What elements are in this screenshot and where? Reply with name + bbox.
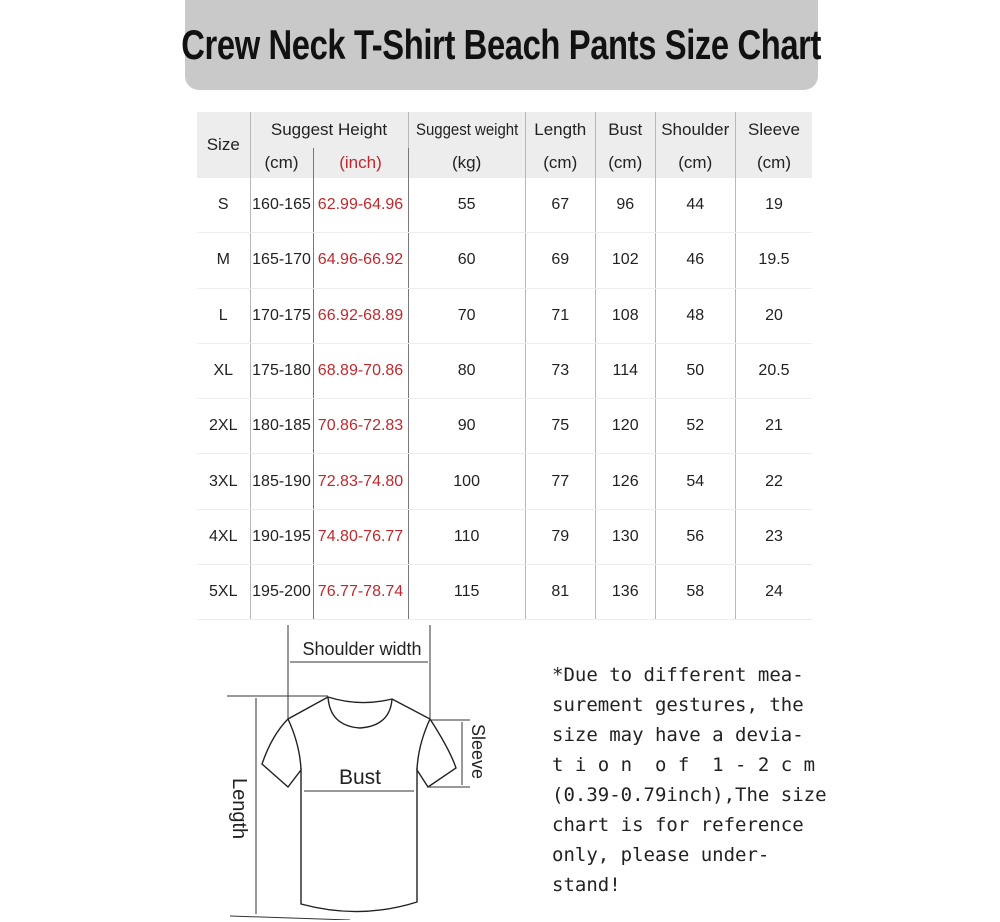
cell-length: 67 (525, 178, 595, 233)
cell-weight: 80 (408, 343, 525, 398)
cell-length: 81 (525, 565, 595, 620)
title-banner (181, 0, 822, 90)
cell-height-inch: 66.92-68.89 (313, 288, 408, 343)
unit-height-inch: (inch) (313, 148, 408, 178)
page-title: Crew Neck T-Shirt Beach Pants Size Chart (181, 21, 822, 68)
cell-length: 69 (525, 233, 595, 288)
cell-weight: 115 (408, 565, 525, 620)
cell-height-inch: 64.96-66.92 (313, 233, 408, 288)
cell-height-cm: 190-195 (250, 509, 313, 564)
cell-sleeve: 20 (735, 288, 812, 343)
cell-shoulder: 48 (655, 288, 735, 343)
cell-height-cm: 170-175 (250, 288, 313, 343)
cell-sleeve: 19 (735, 178, 812, 233)
cell-height-cm: 175-180 (250, 343, 313, 398)
cell-size: 2XL (197, 399, 250, 454)
table-row (197, 233, 812, 288)
cell-shoulder: 46 (655, 233, 735, 288)
cell-shoulder: 44 (655, 178, 735, 233)
cell-weight: 55 (408, 178, 525, 233)
cell-size: 5XL (197, 565, 250, 620)
cell-height-cm: 165-170 (250, 233, 313, 288)
cell-sleeve: 19.5 (735, 233, 812, 288)
cell-bust: 120 (595, 399, 655, 454)
cell-weight: 110 (408, 509, 525, 564)
bust-label: Bust (338, 766, 382, 789)
cell-shoulder: 56 (655, 509, 735, 564)
cell-bust: 136 (595, 565, 655, 620)
cell-height-inch: 76.77-78.74 (313, 565, 408, 620)
cell-height-cm: 185-190 (250, 454, 313, 509)
cell-length: 73 (525, 343, 595, 398)
cell-length: 79 (525, 509, 595, 564)
cell-size: 4XL (197, 509, 250, 564)
unit-sleeve: (cm) (735, 148, 812, 178)
tshirt-outline (262, 697, 456, 912)
cell-sleeve: 20.5 (735, 343, 812, 398)
cell-size: L (197, 288, 250, 343)
table-row (197, 565, 812, 620)
cell-bust: 114 (595, 343, 655, 398)
cell-height-inch: 74.80-76.77 (313, 509, 408, 564)
unit-length: (cm) (525, 148, 595, 178)
size-table (197, 112, 812, 620)
cell-weight: 100 (408, 454, 525, 509)
cell-shoulder: 54 (655, 454, 735, 509)
cell-height-cm: 160-165 (250, 178, 313, 233)
cell-weight: 60 (408, 233, 525, 288)
cell-height-inch: 70.86-72.83 (313, 399, 408, 454)
cell-height-inch: 62.99-64.96 (313, 178, 408, 233)
cell-height-cm: 195-200 (250, 565, 313, 620)
note-line: t i o n o f 1 - 2 c m (552, 754, 816, 776)
table-row (197, 454, 812, 509)
cell-sleeve: 24 (735, 565, 812, 620)
header-weight: Suggest weight (408, 112, 525, 148)
note-line: size may have a devia- (552, 724, 804, 746)
cell-length: 75 (525, 399, 595, 454)
cell-size: S (197, 178, 250, 233)
unit-row (197, 148, 812, 178)
sleeve-label: Sleeve (468, 724, 488, 780)
cell-sleeve: 23 (735, 509, 812, 564)
cell-size: M (197, 233, 250, 288)
note-line: only, please under- (552, 844, 770, 866)
note-line: (0.39-0.79inch),The size (552, 784, 827, 806)
note-line: stand! (552, 874, 621, 896)
cell-shoulder: 52 (655, 399, 735, 454)
note-line: *Due to different mea- (552, 664, 804, 686)
header-size: Size (197, 112, 250, 178)
cell-bust: 96 (595, 178, 655, 233)
cell-size: XL (197, 343, 250, 398)
cell-weight: 70 (408, 288, 525, 343)
cell-height-cm: 180-185 (250, 399, 313, 454)
header-shoulder: Shoulder (655, 112, 735, 148)
shoulder-width-label: Shoulder width (302, 639, 422, 659)
unit-height-cm: (cm) (250, 148, 313, 178)
unit-weight: (kg) (408, 148, 525, 178)
header-length: Length (525, 112, 595, 148)
cell-sleeve: 21 (735, 399, 812, 454)
tshirt-diagram (200, 620, 500, 920)
cell-sleeve: 22 (735, 454, 812, 509)
cell-shoulder: 50 (655, 343, 735, 398)
size-deviation-note (552, 660, 827, 900)
table-row (197, 343, 812, 398)
cell-weight: 90 (408, 399, 525, 454)
table-row (197, 509, 812, 564)
header-bust: Bust (595, 112, 655, 148)
table-row (197, 178, 812, 233)
unit-bust: (cm) (595, 148, 655, 178)
note-line: surement gestures, the (552, 694, 804, 716)
cell-bust: 126 (595, 454, 655, 509)
length-label: Length (228, 778, 250, 840)
cell-bust: 102 (595, 233, 655, 288)
cell-length: 77 (525, 454, 595, 509)
cell-size: 3XL (197, 454, 250, 509)
header-row (197, 112, 812, 148)
cell-bust: 130 (595, 509, 655, 564)
table-row (197, 288, 812, 343)
cell-bust: 108 (595, 288, 655, 343)
table-row (197, 399, 812, 454)
cell-height-inch: 72.83-74.80 (313, 454, 408, 509)
cell-height-inch: 68.89-70.86 (313, 343, 408, 398)
unit-shoulder: (cm) (655, 148, 735, 178)
cell-shoulder: 58 (655, 565, 735, 620)
header-sleeve: Sleeve (735, 112, 812, 148)
note-line: chart is for reference (552, 814, 804, 836)
header-height: Suggest Height (250, 112, 408, 148)
cell-length: 71 (525, 288, 595, 343)
